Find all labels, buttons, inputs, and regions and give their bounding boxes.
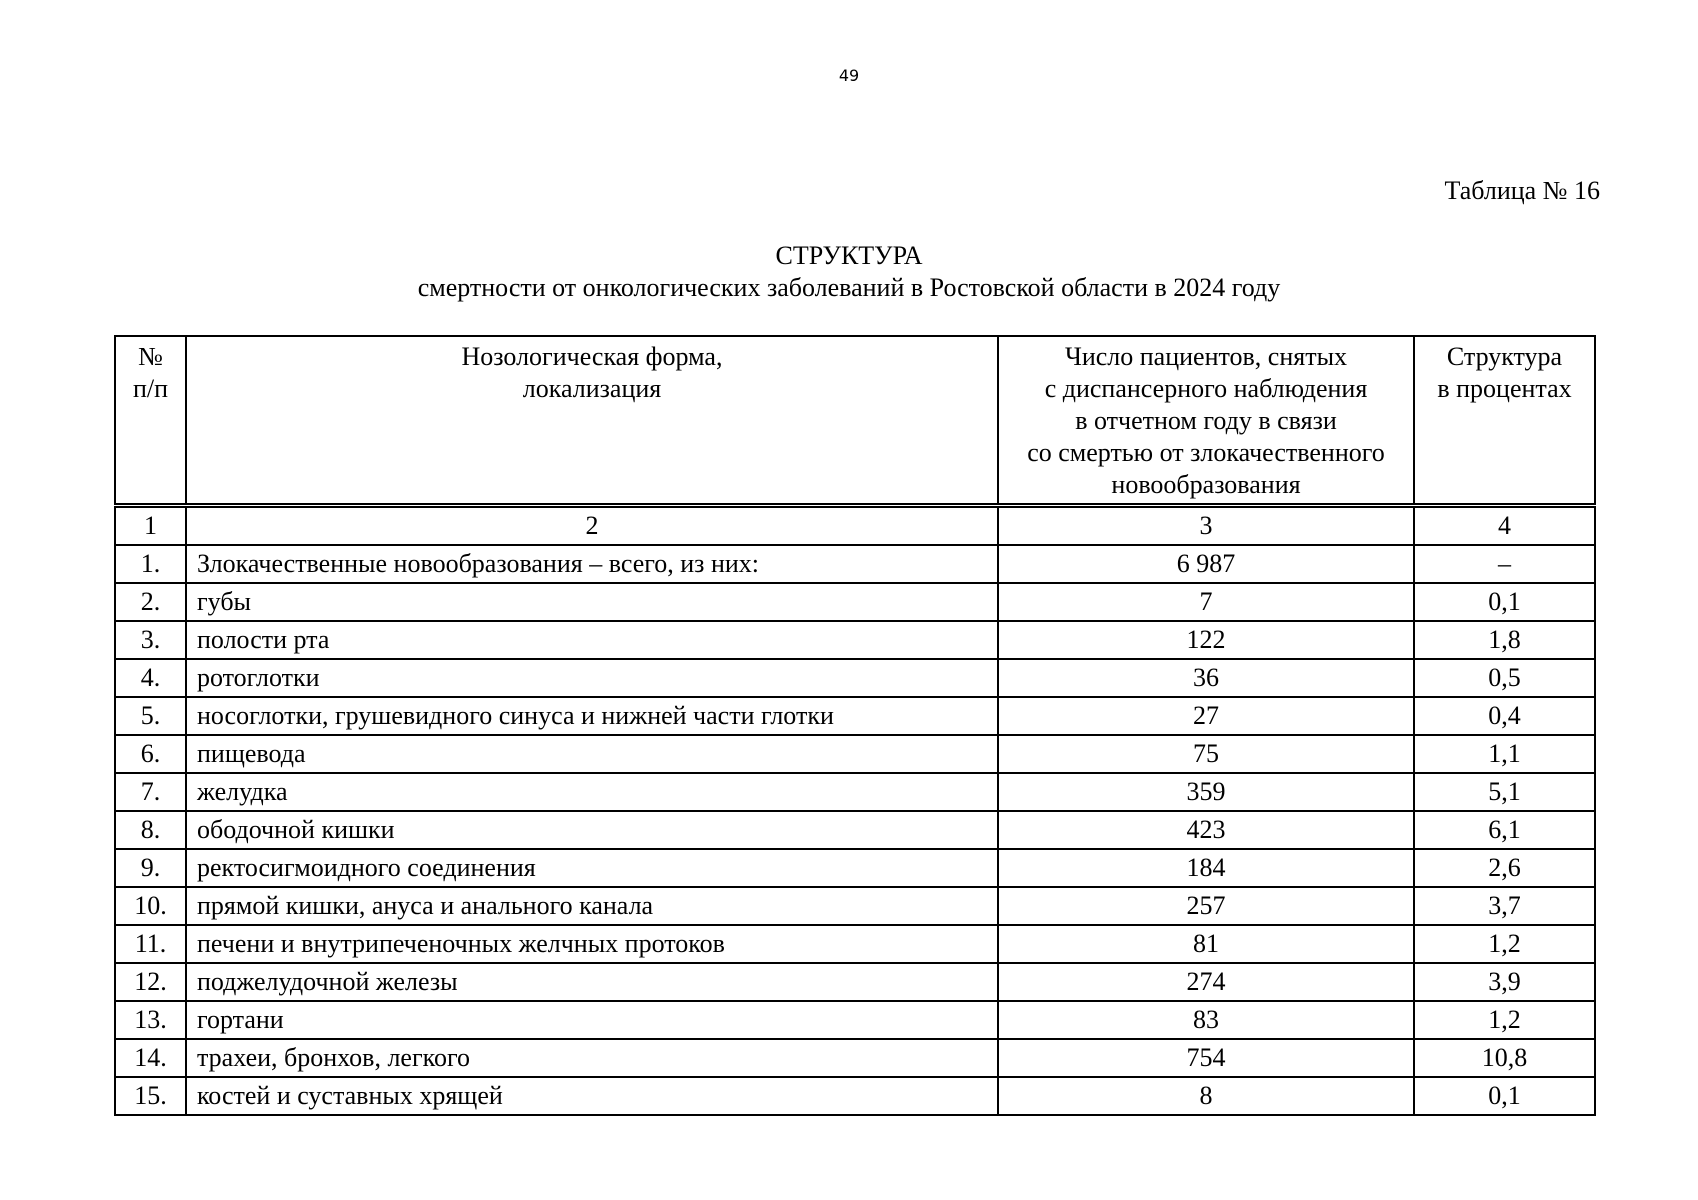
row-nosology: Злокачественные новообразования – всего, из них: bbox=[186, 545, 998, 583]
row-number: 9. bbox=[115, 849, 186, 887]
mortality-structure-table bbox=[114, 335, 1596, 1116]
row-percent: 6,1 bbox=[1414, 811, 1595, 849]
header-nosology-line: локализация bbox=[522, 374, 662, 403]
row-number: 6. bbox=[115, 735, 186, 773]
row-number: 15. bbox=[115, 1077, 186, 1115]
header-number bbox=[115, 336, 186, 506]
table-row bbox=[115, 583, 1595, 621]
table-row bbox=[115, 963, 1595, 1001]
row-percent: 1,8 bbox=[1414, 621, 1595, 659]
row-number: 11. bbox=[115, 925, 186, 963]
header-count-line: в отчетном году в связи bbox=[1075, 406, 1337, 435]
row-percent: 1,2 bbox=[1414, 1001, 1595, 1039]
row-patient-count: 83 bbox=[998, 1001, 1414, 1039]
column-number: 1 bbox=[115, 506, 186, 546]
table-row bbox=[115, 1039, 1595, 1077]
row-patient-count: 27 bbox=[998, 697, 1414, 735]
row-percent: 5,1 bbox=[1414, 773, 1595, 811]
row-patient-count: 122 bbox=[998, 621, 1414, 659]
row-percent: 0,1 bbox=[1414, 1077, 1595, 1115]
header-nosology bbox=[186, 336, 998, 506]
row-patient-count: 274 bbox=[998, 963, 1414, 1001]
row-patient-count: 75 bbox=[998, 735, 1414, 773]
row-number: 10. bbox=[115, 887, 186, 925]
row-number: 5. bbox=[115, 697, 186, 735]
header-nosology-line: Нозологическая форма, bbox=[461, 342, 723, 371]
row-patient-count: 257 bbox=[998, 887, 1414, 925]
column-number: 3 bbox=[998, 506, 1414, 546]
row-nosology: ободочной кишки bbox=[186, 811, 998, 849]
table-row bbox=[115, 849, 1595, 887]
row-percent: 1,1 bbox=[1414, 735, 1595, 773]
header-percent-structure bbox=[1414, 336, 1595, 506]
row-percent: 2,6 bbox=[1414, 849, 1595, 887]
column-number: 2 bbox=[186, 506, 998, 546]
header-count-line: со смертью от злокачественного bbox=[1027, 438, 1385, 467]
table-row bbox=[115, 735, 1595, 773]
row-number: 1. bbox=[115, 545, 186, 583]
row-number: 12. bbox=[115, 963, 186, 1001]
row-nosology: поджелудочной железы bbox=[186, 963, 998, 1001]
row-number: 3. bbox=[115, 621, 186, 659]
header-count-line: с диспансерного наблюдения bbox=[1044, 374, 1368, 403]
row-patient-count: 423 bbox=[998, 811, 1414, 849]
row-patient-count: 359 bbox=[998, 773, 1414, 811]
table-row bbox=[115, 659, 1595, 697]
table-label: Таблица № 16 bbox=[1444, 176, 1600, 205]
table-row bbox=[115, 1077, 1595, 1115]
row-nosology: печени и внутрипеченочных желчных протоков bbox=[186, 925, 998, 963]
header-number-line: п/п bbox=[132, 374, 169, 403]
row-number: 8. bbox=[115, 811, 186, 849]
row-percent: – bbox=[1414, 545, 1595, 583]
table-row bbox=[115, 773, 1595, 811]
row-nosology: трахеи, бронхов, легкого bbox=[186, 1039, 998, 1077]
header-count-line: Число пациентов, снятых bbox=[1064, 342, 1348, 371]
column-number-row bbox=[115, 506, 1595, 546]
header-count-line: новообразования bbox=[1111, 470, 1301, 499]
row-percent: 10,8 bbox=[1414, 1039, 1595, 1077]
page-number: 49 bbox=[838, 66, 860, 85]
row-nosology: полости рта bbox=[186, 621, 998, 659]
table-row bbox=[115, 887, 1595, 925]
row-nosology: прямой кишки, ануса и анального канала bbox=[186, 887, 998, 925]
row-nosology: губы bbox=[186, 583, 998, 621]
table-row bbox=[115, 697, 1595, 735]
row-nosology: ротоглотки bbox=[186, 659, 998, 697]
row-number: 13. bbox=[115, 1001, 186, 1039]
column-number: 4 bbox=[1414, 506, 1595, 546]
row-nosology: костей и суставных хрящей bbox=[186, 1077, 998, 1115]
row-percent: 0,5 bbox=[1414, 659, 1595, 697]
row-percent: 0,1 bbox=[1414, 583, 1595, 621]
row-percent: 1,2 bbox=[1414, 925, 1595, 963]
row-number: 2. bbox=[115, 583, 186, 621]
document-subtitle: смертности от онкологических заболеваний в Ростовской области в 2024 году bbox=[417, 273, 1281, 302]
header-percent-line: Структура bbox=[1446, 342, 1563, 371]
row-patient-count: 81 bbox=[998, 925, 1414, 963]
row-percent: 3,9 bbox=[1414, 963, 1595, 1001]
row-nosology: гортани bbox=[186, 1001, 998, 1039]
row-percent: 3,7 bbox=[1414, 887, 1595, 925]
header-percent-line: в процентах bbox=[1437, 374, 1572, 403]
table-row bbox=[115, 1001, 1595, 1039]
row-nosology: носоглотки, грушевидного синуса и нижней части глотки bbox=[186, 697, 998, 735]
table-row bbox=[115, 811, 1595, 849]
row-number: 7. bbox=[115, 773, 186, 811]
row-patient-count: 6 987 bbox=[998, 545, 1414, 583]
row-patient-count: 8 bbox=[998, 1077, 1414, 1115]
document-title: СТРУКТУРА bbox=[775, 241, 923, 270]
header-row bbox=[115, 336, 1595, 506]
table-row bbox=[115, 545, 1595, 583]
row-number: 14. bbox=[115, 1039, 186, 1077]
row-patient-count: 36 bbox=[998, 659, 1414, 697]
row-nosology: пищевода bbox=[186, 735, 998, 773]
row-nosology: ректосигмоидного соединения bbox=[186, 849, 998, 887]
row-patient-count: 184 bbox=[998, 849, 1414, 887]
table-row bbox=[115, 621, 1595, 659]
row-nosology: желудка bbox=[186, 773, 998, 811]
table-row bbox=[115, 925, 1595, 963]
row-number: 4. bbox=[115, 659, 186, 697]
row-patient-count: 754 bbox=[998, 1039, 1414, 1077]
header-patient-count bbox=[998, 336, 1414, 506]
row-patient-count: 7 bbox=[998, 583, 1414, 621]
header-number-line: № bbox=[138, 342, 163, 371]
row-percent: 0,4 bbox=[1414, 697, 1595, 735]
